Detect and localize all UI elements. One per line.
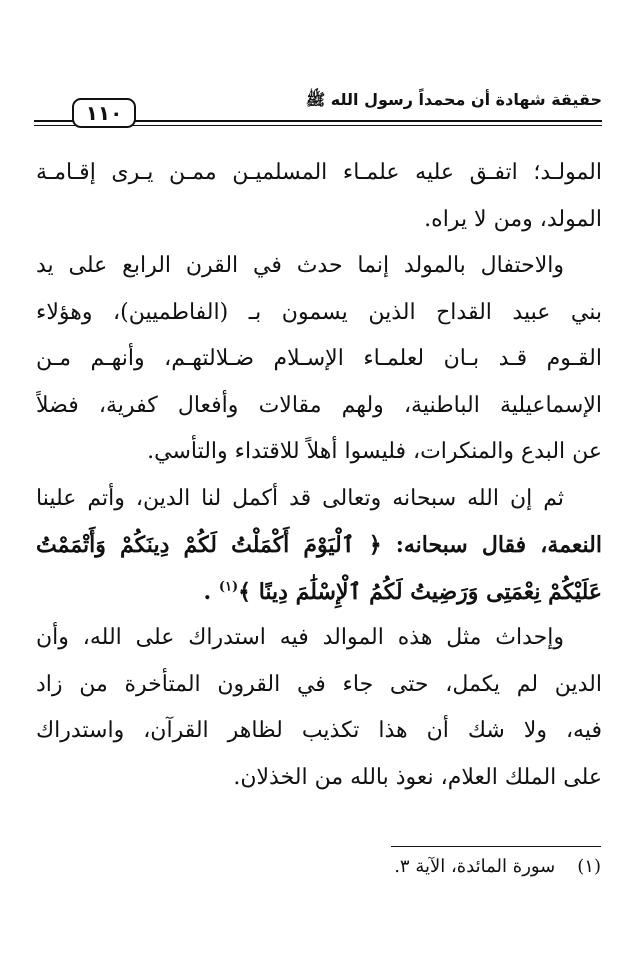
full-stop: . — [203, 578, 219, 605]
text-line: بني عبيد القداح الذين يسمون بـ (الفاطميين)، وهؤلاء — [36, 299, 602, 325]
text-line: وإحداث مثل هذه الموالد فيه استدراك على الله، وأن — [36, 625, 564, 650]
running-title: حقيقة شهادة أن محمداً رسول الله ﷺ — [305, 90, 602, 109]
text-line: فيه، ولا شك أن هذا تكذيب لظاهر القرآن، واستدراك — [36, 718, 602, 743]
text-line: على الملك العلام، نعوذ بالله من الخذلان. — [233, 764, 602, 790]
text-line: والاحتفال بالمولد إنما حدث في القرن الرابع على يد — [36, 253, 564, 278]
text-line: المولـد؛ اتفـق عليه علمـاء المسلميـن ممـن يـرى إقـامـة — [36, 160, 602, 185]
page-number: ١١٠ — [72, 98, 136, 128]
page-header — [34, 86, 602, 130]
footnote-text: سورة المائدة، الآية ٣. — [394, 856, 556, 877]
text-line: الدين لم يكمل، حتى جاء في القرون المتأخرة من زاد — [36, 671, 602, 697]
text-line: ثم إن الله سبحانه وتعالى قد أكمل لنا الدين، وأتم علينا — [36, 485, 564, 511]
text-line: القـوم قـد بـان لعلمـاء الإسـلام ضـلالتهـم، وأنهـم مـن — [36, 346, 602, 371]
footnote-reference[interactable]: (١) — [218, 579, 239, 595]
quran-verse-end: عَلَيْكُمْ نِعْمَتِى وَرَضِيتُ لَكُمُ ٱلْإِسْلَٰمَ دِينًا ﴾ — [238, 578, 602, 605]
footnote — [35, 852, 601, 882]
quran-verse-line — [36, 569, 602, 616]
text-line: عن البدع والمنكرات، فليسوا أهلاً للاقتداء والتأسي. — [147, 439, 602, 464]
body-text — [36, 150, 602, 801]
text-line: النعمة، فقال سبحانه: ﴿ ٱلْيَوْمَ أَكْمَلْتُ لَكُمْ دِينَكُمْ وَأَتْمَمْتُ — [36, 532, 602, 558]
footnote-marker: (١) — [577, 856, 601, 877]
text-line: المولد، ومن لا يراه. — [424, 206, 602, 232]
footnote-rule — [391, 846, 601, 847]
text-line: الإسماعيلية الباطنية، ولهم مقالات وأفعال كفرية، فضلاً — [36, 392, 602, 418]
